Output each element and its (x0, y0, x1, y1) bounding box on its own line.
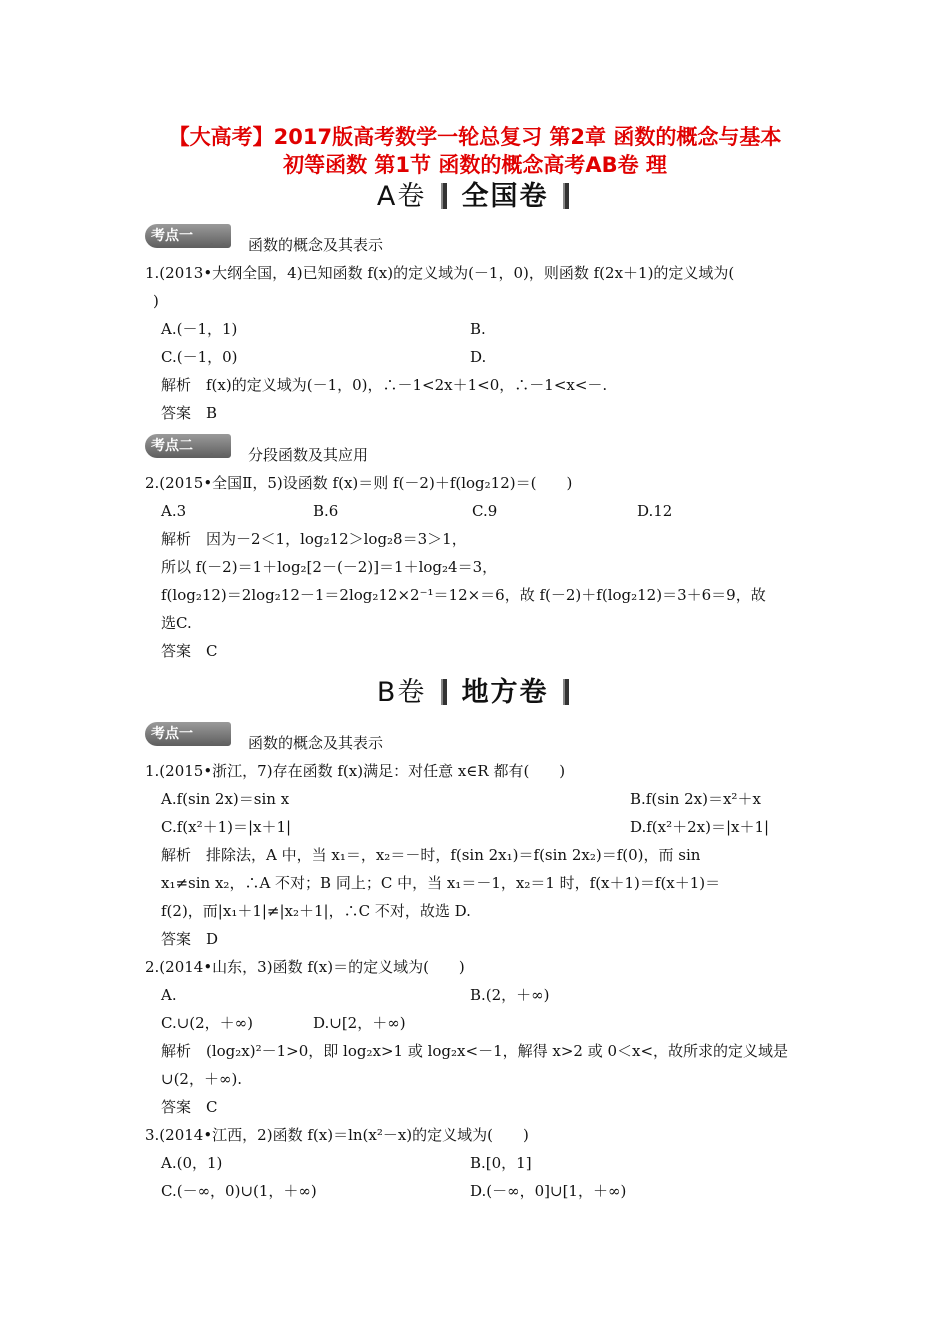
kaodian-dots: • • (209, 241, 229, 251)
analysis-text: 所以 f(－2)＝1＋log₂[2－(－2)]＝1＋log₂4＝3， (161, 558, 498, 576)
option-b: B.[0，1] (470, 1154, 532, 1172)
analysis-text: x₁≠sin x₂，∴A 不对；B 同上；C 中，当 x₁＝－1，x₂＝1 时，f(x＋1)＝f(x＋1)＝ (161, 874, 721, 892)
volume-b-heading (0, 676, 950, 710)
option-c: C.f(x²＋1)＝|x＋1| (161, 818, 292, 836)
volume-a-name: 全国卷 (461, 181, 549, 212)
kaodian-dots: • • (209, 451, 229, 461)
answer-text: 答案 D (161, 930, 219, 948)
kaodian-dots: • • (209, 739, 229, 749)
question-text: 1.(2015•浙江，7)存在函数 f(x)满足：对任意 x∈R 都有( ) (145, 762, 566, 780)
volume-bar-icon (563, 679, 569, 705)
analysis-text: ∪(2，＋∞). (161, 1070, 243, 1088)
analysis-text: f(2)，而|x₁＋1|≠|x₂＋1|，∴C 不对，故选 D. (161, 902, 471, 920)
doc-title-line2: 初等函数 第1节 函数的概念高考AB卷 理 (283, 153, 667, 177)
question-text: 1.(2013•大纲全国，4)已知函数 f(x)的定义域为(－1，0)，则函数 f(2x＋1)的定义域为( (145, 264, 735, 282)
option-d: D.∪[2，＋∞) (313, 1014, 406, 1032)
volume-bar-icon (563, 183, 569, 209)
analysis-text: 解析 f(x)的定义域为(－1，0)，∴－1<2x＋1<0，∴－1<x<－. (161, 376, 608, 394)
kaodian-one-label: 考点一 (145, 224, 231, 248)
section-label: 函数的概念及其表示 (248, 734, 384, 752)
volume-a-prefix: A卷 (376, 181, 427, 212)
kaodian-badge (145, 722, 235, 750)
option-d: D. (470, 348, 487, 366)
answer-text: 答案 C (161, 642, 218, 660)
section-label: 函数的概念及其表示 (248, 236, 384, 254)
option-c: C.9 (472, 502, 498, 520)
analysis-text: 选C. (161, 614, 192, 632)
answer-text: 答案 B (161, 404, 218, 422)
volume-b-name: 地方卷 (461, 677, 549, 708)
volume-bar-icon (441, 679, 447, 705)
option-d: D.f(x²＋2x)＝|x＋1| (630, 818, 770, 836)
option-d: D.(－∞，0]∪[1，＋∞) (470, 1182, 627, 1200)
kaodian-badge (145, 224, 235, 252)
option-c: C.(－∞，0)∪(1，＋∞) (161, 1182, 317, 1200)
option-c: C.(－1，0) (161, 348, 238, 366)
question-text: ) (153, 292, 159, 310)
analysis-text: 解析 排除法，A 中，当 x₁＝，x₂＝－时，f(sin 2x₁)＝f(sin 2x₂)＝f(0)，而 sin (161, 846, 701, 864)
analysis-text: 解析 因为－2＜1，log₂12＞log₂8＝3＞1， (161, 530, 467, 548)
section-label: 分段函数及其应用 (248, 446, 369, 464)
option-b: B. (470, 320, 486, 338)
volume-b-prefix: B卷 (376, 677, 427, 708)
volume-a-heading (0, 180, 950, 214)
question-text: 2.(2015•全国Ⅱ，5)设函数 f(x)＝则 f(－2)＋f(log₂12)＝( ) (145, 474, 573, 492)
question-text: 3.(2014•江西，2)函数 f(x)＝ln(x²－x)的定义域为( ) (145, 1126, 529, 1144)
option-c: C.∪(2，＋∞) (161, 1014, 254, 1032)
analysis-text: f(log₂12)＝2log₂12－1＝2log₂12×2⁻¹＝12×＝6，故 f(－2)＋f(log₂12)＝3＋6＝9，故 (161, 586, 766, 604)
option-a: A.f(sin 2x)＝sin x (161, 790, 290, 808)
option-d: D.12 (637, 502, 673, 520)
volume-bar-icon (441, 183, 447, 209)
analysis-text: 解析 (log₂x)²－1>0，即 log₂x>1 或 log₂x<－1，解得 x>2 或 0＜x<，故所求的定义域是 (161, 1042, 789, 1060)
kaodian-two-label: 考点二 (145, 434, 231, 458)
option-b: B.(2，＋∞) (470, 986, 550, 1004)
option-a: A.(0，1) (161, 1154, 223, 1172)
doc-title-line1: 【大高考】2017版高考数学一轮总复习 第2章 函数的概念与基本 (168, 125, 782, 149)
answer-text: 答案 C (161, 1098, 218, 1116)
option-a: A. (161, 986, 177, 1004)
option-b: B.6 (313, 502, 339, 520)
option-a: A.3 (161, 502, 187, 520)
option-a: A.(－1，1) (161, 320, 238, 338)
kaodian-one-label: 考点一 (145, 722, 231, 746)
option-b: B.f(sin 2x)＝x²＋x (630, 790, 761, 808)
kaodian-badge (145, 434, 235, 462)
question-text: 2.(2014•山东，3)函数 f(x)＝的定义域为( ) (145, 958, 465, 976)
